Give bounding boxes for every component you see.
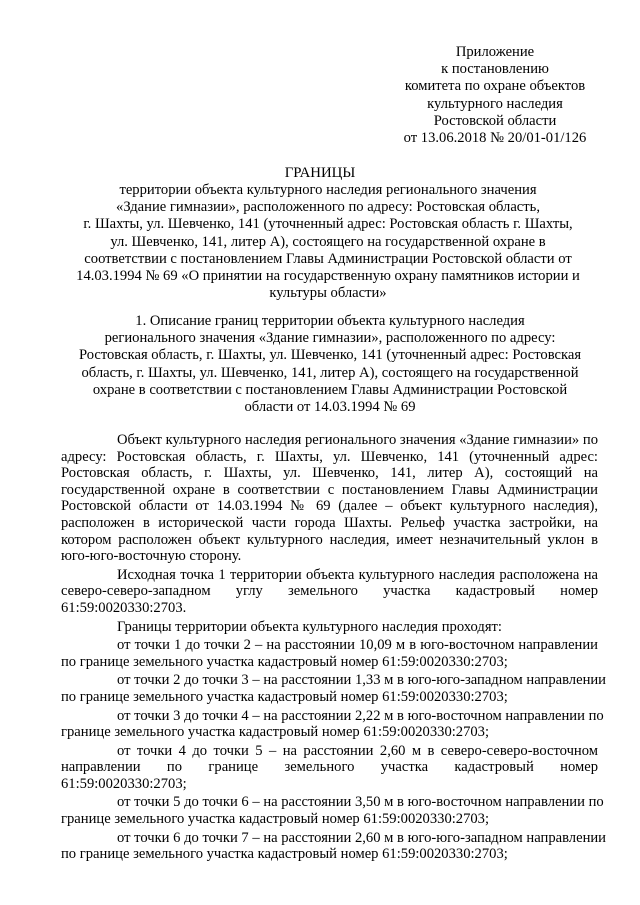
section-heading-line: область, г. Шахты, ул. Шевченко, 141, литер А), состоящего на государственной	[81, 364, 579, 381]
section-heading-line: Ростовская область, г. Шахты, ул. Шевченко, 141 (уточненный адрес: Ростовская	[78, 347, 582, 364]
appendix-block	[383, 44, 607, 147]
subtitle-line: г. Шахты, ул. Шевченко, 141 (уточненный адрес: Ростовская область г. Шахты,	[83, 216, 573, 233]
paragraph-segment-6-7	[61, 829, 606, 863]
text-line: Исходная точка 1 территории объекта культурного наследия расположена на	[117, 566, 598, 583]
subtitle-line: 14.03.1994 № 69 «О принятии на государственную охрану памятников истории и	[76, 268, 580, 285]
subtitle-line: территории объекта культурного наследия регионального значения	[119, 182, 537, 198]
text-line: северо-северо-западном углу земельного участка кадастровый номер	[61, 583, 598, 600]
text-line: границе земельного участка кадастровый номер 61:59:0020330:2703;	[61, 811, 490, 828]
subtitle-line: «Здание гимназии», расположенного по адресу: Ростовская область,	[116, 199, 540, 216]
text-line: котором расположен объект культурного наследия, имеет незначительный уклон в	[61, 531, 598, 548]
text-line: расположен в исторической части города Шахты. Рельеф участка застройки, на	[61, 514, 598, 531]
text-line: 61:59:0020330:2703.	[61, 599, 187, 616]
appendix-line: Ростовской области	[433, 112, 557, 129]
text-line: Ростовской области от 14.03.1994 № 69 (далее – объект культурного наследия),	[61, 498, 598, 515]
text-line: от точки 5 до точки 6 – на расстоянии 3,50 м в юго-восточном направлении по	[117, 794, 604, 811]
text-line: Границы территории объекта культурного наследия проходят:	[117, 618, 502, 635]
subtitle-line: соответствии с постановлением Главы Администрации Ростовской области от	[84, 250, 572, 267]
text-line: от точки 6 до точки 7 – на расстоянии 2,60 м в юго-юго-западном направлении	[117, 829, 606, 846]
text-line: Объект культурного наследия регионального значения «Здание гимназии» по	[117, 432, 598, 448]
text-line: по границе земельного участка кадастровый номер 61:59:0020330:2703;	[61, 846, 508, 863]
section-heading	[60, 313, 600, 416]
text-line: государственной охране в соответствии с постановлением Главы Администрации	[61, 481, 598, 498]
text-line: адресу: Ростовская область, г. Шахты, ул. Шевченко, 141 (уточненный адрес:	[61, 448, 598, 465]
text-line: от точки 1 до точки 2 – на расстоянии 10,09 м в юго-восточном направлении	[117, 637, 598, 654]
paragraph-segment-1-2	[61, 637, 598, 670]
appendix-line: культурного наследия	[427, 95, 563, 112]
paragraph-boundaries-intro	[61, 619, 598, 636]
paragraph-segment-4-5	[61, 743, 598, 793]
section-heading-line: охране в соответствии с постановлением Главы Администрации Ростовской	[92, 381, 568, 398]
section-heading-line: регионального значения «Здание гимназии», расположенного по адресу:	[104, 330, 556, 347]
section-heading-line: области от 14.03.1994 № 69	[244, 399, 416, 416]
appendix-line: к постановлению	[441, 61, 549, 78]
paragraph-object-description	[61, 432, 598, 565]
text-line: 61:59:0020330:2703;	[61, 775, 187, 792]
appendix-line: комитета по охране объектов	[404, 78, 586, 95]
text-line: Ростовская область, г. Шахты, ул. Шевченко, 141, литер А), состоящий на	[61, 465, 598, 482]
appendix-line: Приложение	[455, 44, 535, 60]
text-line: от точки 2 до точки 3 – на расстоянии 1,33 м в юго-юго-западном направлении	[117, 672, 606, 689]
body-text	[61, 432, 606, 863]
text-line: от точки 3 до точки 4 – на расстоянии 2,22 м в юго-восточном направлении по	[117, 707, 604, 724]
subtitle-line: ул. Шевченко, 141, литер А), состоящего на государственной охране в	[110, 233, 546, 250]
text-line: по границе земельного участка кадастровый номер 61:59:0020330:2703;	[61, 688, 508, 705]
text-line: по границе земельного участка кадастровый номер 61:59:0020330:2703;	[61, 653, 508, 670]
section-heading-line: 1. Описание границ территории объекта культурного наследия	[135, 313, 525, 329]
paragraph-segment-5-6	[61, 794, 604, 828]
paragraph-segment-2-3	[61, 672, 606, 705]
document-subtitle	[56, 182, 600, 302]
text-line: границе земельного участка кадастровый номер 61:59:0020330:2703;	[61, 724, 490, 741]
appendix-line: от 13.06.2018 № 20/01-01/126	[403, 130, 587, 147]
document-title: ГРАНИЦЫ	[284, 165, 356, 181]
paragraph-start-point	[61, 567, 598, 617]
subtitle-line: культуры области»	[269, 285, 387, 302]
text-line: юго-юго-восточную сторону.	[61, 548, 242, 565]
paragraph-segment-3-4	[61, 707, 604, 741]
text-line: от точки 4 до точки 5 – на расстоянии 2,60 м в северо-северо-восточном	[117, 742, 598, 759]
text-line: направлении по границе земельного участка кадастровый номер	[61, 759, 598, 776]
